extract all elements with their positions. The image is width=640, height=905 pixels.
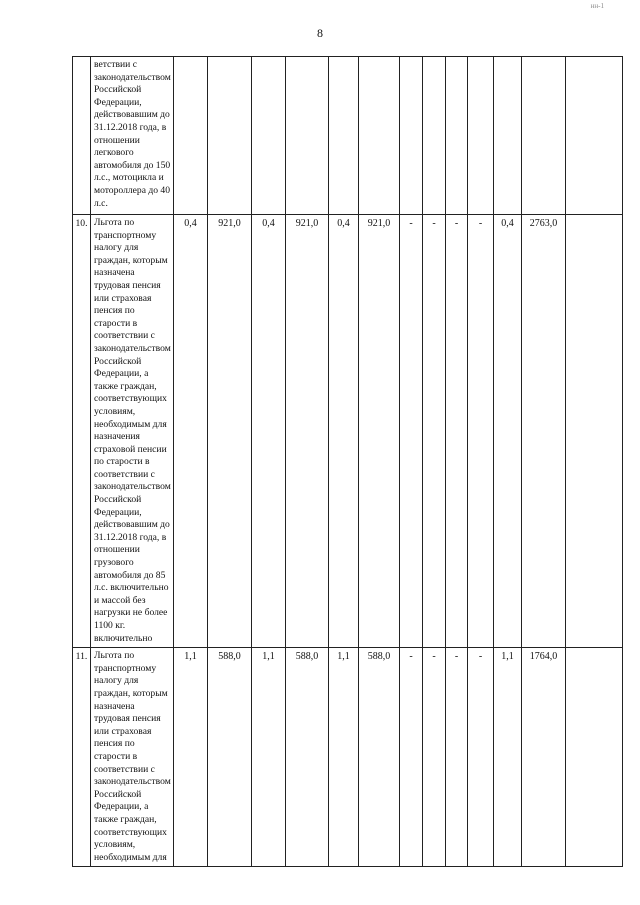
table-cell [566,57,623,215]
table-cell: 2763,0 [522,215,566,648]
table-cell [423,57,446,215]
table-cell: - [400,648,423,867]
table-cell [359,57,400,215]
table-cell: 0,4 [329,215,359,648]
benefit-description: Льгота по транспортному налогу для граждан, которым назначена трудовая пенсия или страховая пенсия по старости в соответствии с законодательством Российской Федерации, а также граждан, соответствующих условиям, необходимым для назначения страховой пенсии по старости в соответствии с законодательством Российской Федерации, действовавшим до 31.12.2018 года, в отношении грузового автомобиля до 85 л.с. включительно и массой без нагрузки не более 1100 кг. включительно [91,215,174,648]
page-number: 8 [317,26,323,40]
table-cell: 0,4 [174,215,208,648]
table-cell [208,57,252,215]
table-cell [566,215,623,648]
table-cell: - [468,648,494,867]
table-cell: 921,0 [286,215,329,648]
table-cell: - [446,215,468,648]
table-cell [446,57,468,215]
row-index: 11. [73,648,91,867]
table-cell [286,57,329,215]
table-cell: 1,1 [252,648,286,867]
benefit-description: Льгота по транспортному налогу для граждан, которым назначена трудовая пенсия или страховая пенсия по старости в соответствии с законодательством Российской Федерации, а также граждан, соответствующих условиям, необходимым для [91,648,174,867]
table-cell: 588,0 [359,648,400,867]
table-cell: - [468,215,494,648]
benefits-table-container [72,56,592,867]
table-cell [174,57,208,215]
table-cell: - [400,215,423,648]
benefits-table [72,56,623,867]
table-cell: 1,1 [329,648,359,867]
row-index [73,57,91,215]
table-cell: 921,0 [359,215,400,648]
table-cell: 921,0 [208,215,252,648]
table-cell: 1,1 [494,648,522,867]
table-row [73,215,623,648]
table-cell: - [423,215,446,648]
benefit-description: ветствии с законодательством Российской Федерации, действовавшим до 31.12.2018 года, в отношении легкового автомобиля до 150 л.с., мотоцикла и мотороллера до 40 л.с. [91,57,174,215]
table-cell: - [423,648,446,867]
table-cell: 1764,0 [522,648,566,867]
table-cell [329,57,359,215]
table-cell: 588,0 [286,648,329,867]
table-row [73,57,623,215]
table-cell [566,648,623,867]
table-cell [252,57,286,215]
table-cell [468,57,494,215]
table-cell: 0,4 [252,215,286,648]
corner-mark: нн‑1 [590,2,604,10]
table-cell: 0,4 [494,215,522,648]
table-cell: - [446,648,468,867]
table-cell [400,57,423,215]
table-cell [522,57,566,215]
table-cell: 588,0 [208,648,252,867]
table-cell [494,57,522,215]
table-row [73,648,623,867]
table-cell: 1,1 [174,648,208,867]
row-index: 10. [73,215,91,648]
